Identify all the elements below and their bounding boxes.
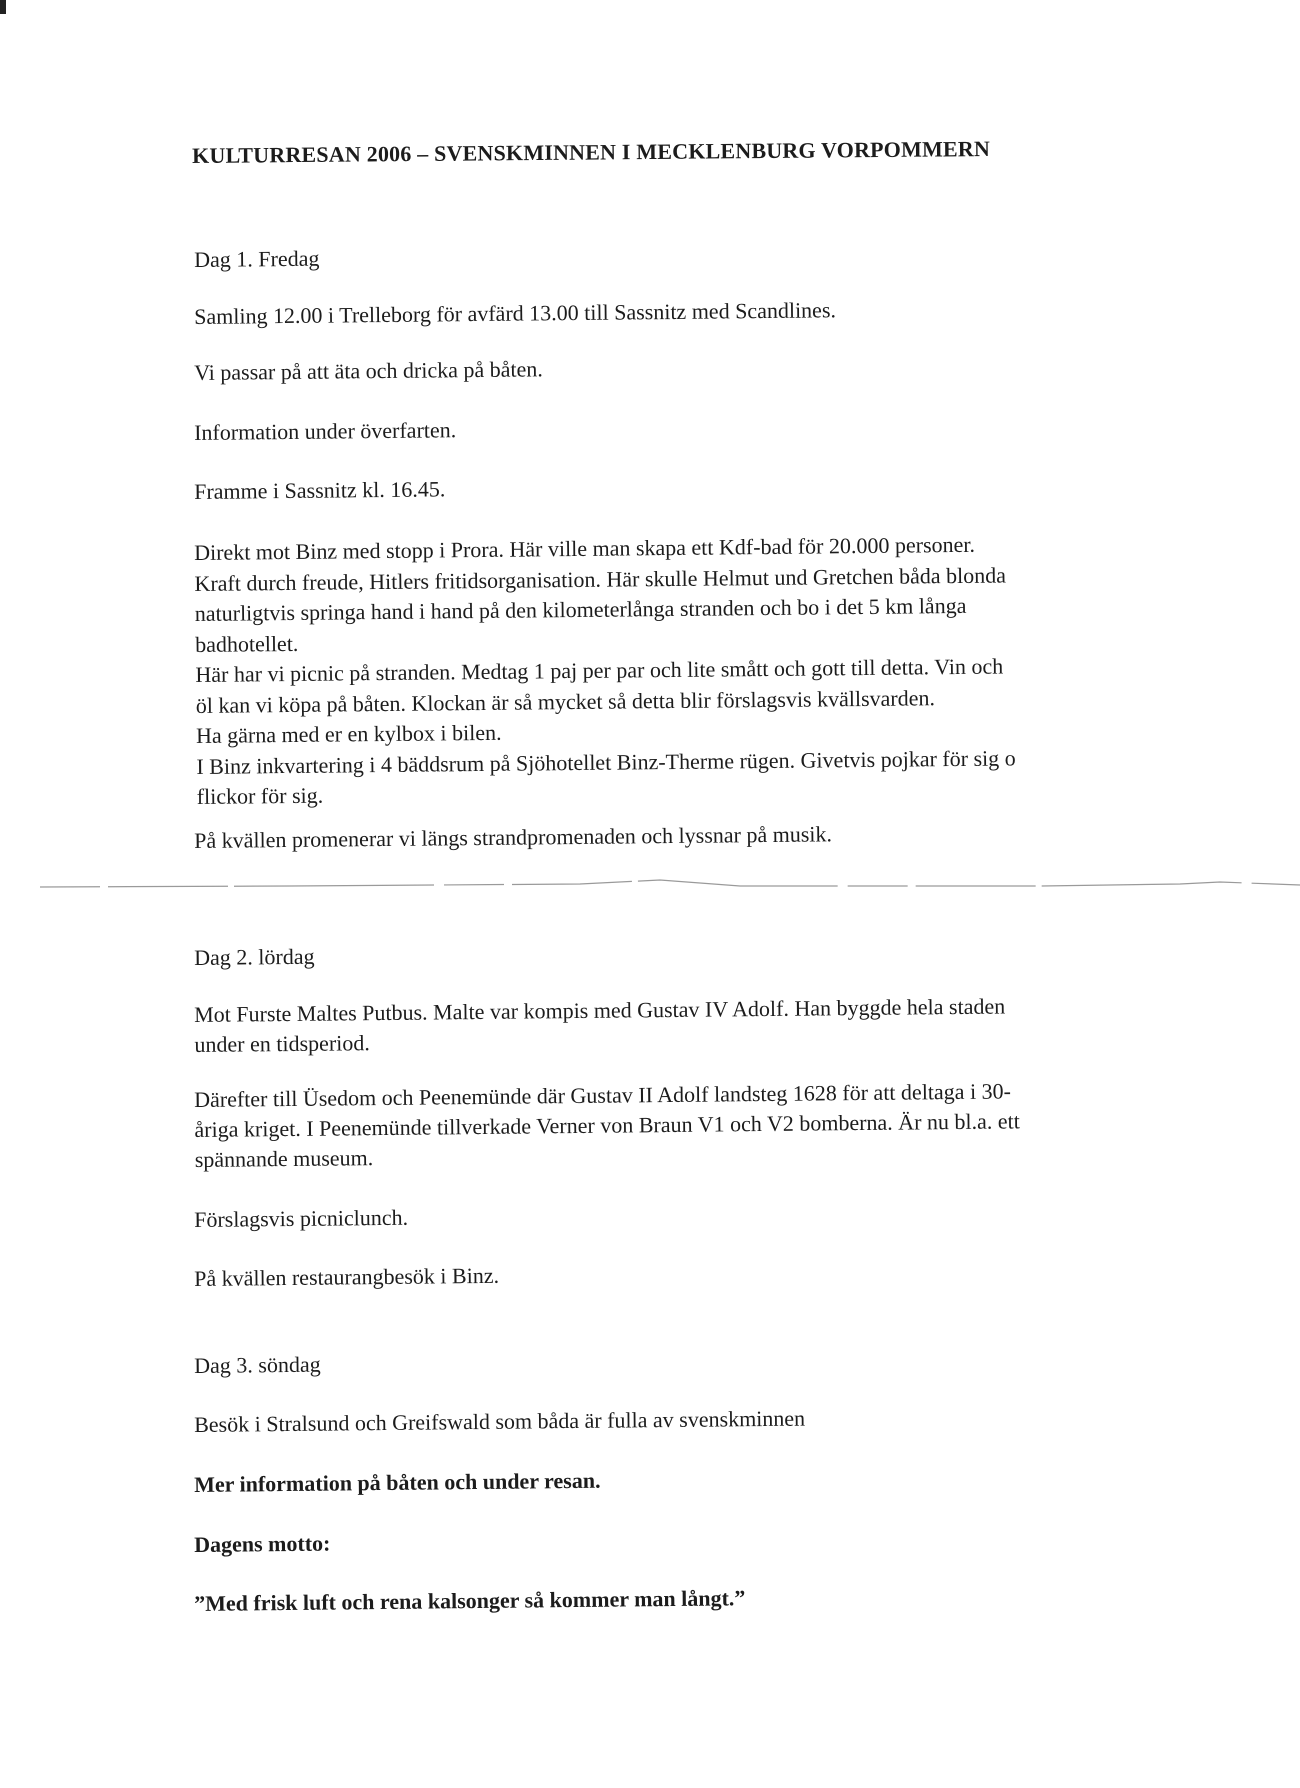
scan-corner-mark — [0, 0, 6, 14]
day1-paragraph-1: Samling 12.00 i Trelleborg för avfärd 13.00 till Sassnitz med Scandlines. — [194, 297, 837, 329]
day1-paragraph-5: Direkt mot Binz med stopp i Prora. Här ville man skapa ett Kdf-bad för 20.000 personer. Kraft durch freude, Hitlers fritidsorganisation. Här skulle Helmut und Gretchen båda blonda naturligtvis springa hand i hand på den kilometerlånga stranden och bo i det 5 km långa badhotellet. Här har vi picnic på stranden. Medtag 1 paj per par och lite smått och gott till detta. Vin och öl kan vi köpa på båten. Klockan är så mycket så detta blir förslagsvis kvällsvarden. Ha gärna med er en kylbox i bilen. I Binz inkvartering i 4 bäddsrum på Sjöhotellet Binz-Therme rügen. Givetvis pojkar för sig o flickor för sig. — [194, 531, 1016, 809]
day2-paragraph-4: På kvällen restaurangbesök i Binz. — [194, 1262, 500, 1291]
day1-paragraph-2: Vi passar på att äta och dricka på båten. — [194, 356, 543, 385]
day1-paragraph-6: På kvällen promenerar vi längs strandpromenaden och lyssnar på musik. — [194, 821, 833, 853]
day2-paragraph-2: Därefter till Üsedom och Peenemünde där Gustav II Adolf landsteg 1628 för att deltaga i 30- åriga kriget. I Peenemünde tillverkade Verner von Braun V1 och V2 bomberna. Är nu bl.a. ett spännande museum. — [194, 1078, 1020, 1172]
day3-motto: ”Med frisk luft och rena kalsonger så kommer man långt.” — [194, 1585, 746, 1616]
day2-paragraph-1: Mot Furste Maltes Putbus. Malte var kompis med Gustav IV Adolf. Han byggde hela staden under en tidsperiod. — [194, 993, 1006, 1057]
day2-paragraph-3: Förslagsvis picniclunch. — [194, 1204, 409, 1232]
day3-paragraph-1: Besök i Stralsund och Greifswald som båda är fulla av svenskminnen — [194, 1405, 806, 1437]
paper-fold-line — [40, 878, 1300, 892]
day3-motto-label: Dagens motto: — [194, 1530, 331, 1557]
day1-paragraph-4: Framme i Sassnitz kl. 16.45. — [194, 476, 446, 504]
document-title: KULTURRESAN 2006 – SVENSKMINNEN I MECKLENBURG VORPOMMERN — [192, 136, 991, 168]
day1-heading: Dag 1. Fredag — [194, 245, 320, 272]
day2-heading: Dag 2. lördag — [194, 943, 315, 970]
day1-paragraph-3: Information under överfarten. — [194, 417, 457, 445]
day3-more-info: Mer information på båten och under resan. — [194, 1467, 601, 1497]
day3-heading: Dag 3. söndag — [194, 1351, 321, 1378]
